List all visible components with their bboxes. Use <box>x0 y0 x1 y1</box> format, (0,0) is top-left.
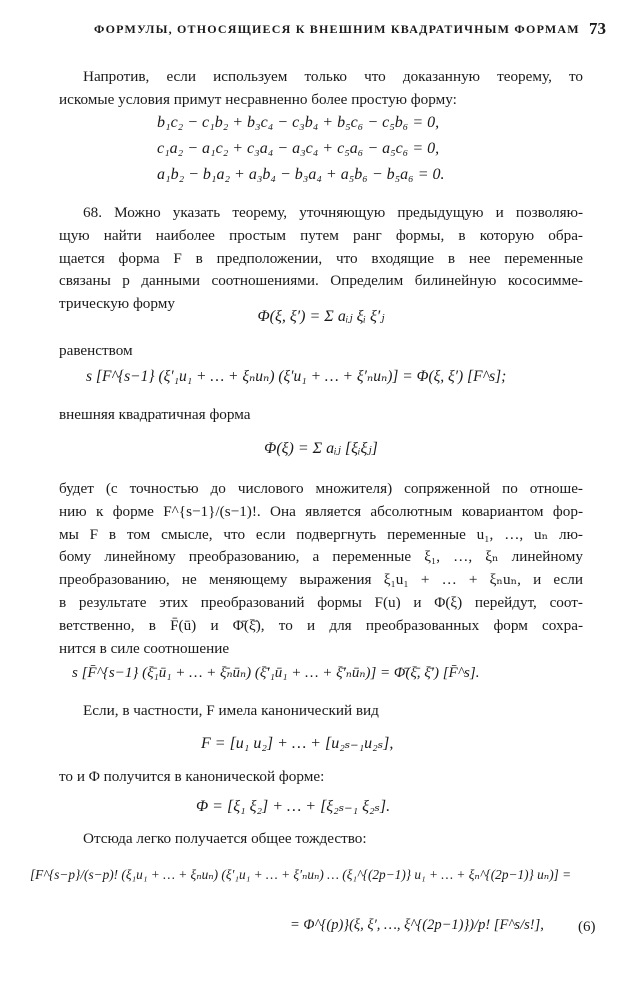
text-line: связаны p данными соотношениями. Определим билинейную кососимме- <box>59 272 583 290</box>
text-line: 68. Можно указать теорему, уточняющую предыдущую и позволяю- <box>83 204 583 221</box>
equation-transformed-relation: s [F̄^{s−1} (ξ̄₁ū₁ + … + ξ̄ₙūₙ) (ξ̄′₁ū₁ + … + ξ̄′ₙūₙ)] = Φ̄(ξ̄, ξ̄′) [F̄^s]. <box>72 665 480 681</box>
equation-number: (6) <box>578 919 596 935</box>
paragraph-canonical-intro <box>59 700 583 723</box>
system-equation-3: a₁b₂ − b₁a₂ + a₃b₄ − b₃a₄ + a₅b₆ − b₅a₆ = 0. <box>157 166 445 183</box>
equation-identity-line-2: = Φ^{(p)}(ξ, ξ′, …, ξ^{(2p−1)})/p! [F^s/s!], <box>290 917 544 933</box>
paragraph-identity-intro <box>59 828 583 851</box>
text-line: трическую форму <box>59 295 175 313</box>
text-line: искомые условия примут несравненно более простую форму: <box>59 90 457 108</box>
text-line: будет (с точностью до числового множителя) сопряженной по отноше- <box>59 480 583 497</box>
text-line: Напротив, если используем только что доказанную теорему, то <box>83 68 583 85</box>
equation-main-relation: s [F^{s−1} (ξ′₁u₁ + … + ξₙuₙ) (ξ′u₁ + … + ξ′ₙuₙ)] = Φ(ξ, ξ′) [F^s]; <box>86 368 507 385</box>
text-line: в результате этих преобразований формы F(u) и Φ(ξ) перейдут, соот- <box>59 593 583 611</box>
paragraph-68 <box>59 202 583 316</box>
text-line: нится в силе соотношение <box>59 639 230 657</box>
text-line: внешняя квадратичная форма <box>59 406 251 423</box>
equation-text: Φ(ξ) = Σ aᵢⱼ [ξᵢξⱼ] <box>264 440 378 457</box>
equation-quadratic-form <box>59 438 583 458</box>
word-equality <box>59 340 583 363</box>
text-line: мы F в том смысле, что если подвергнуть переменные u₁, …, uₙ лю- <box>59 525 583 543</box>
equation-canonical-F: F = [u₁ u₂] + … + [u₂ₛ₋₁u₂ₛ], <box>201 735 394 752</box>
paragraph-1 <box>59 66 583 112</box>
text-line: Если, в частности, F имела канонический вид <box>83 702 379 719</box>
paragraph-covariant <box>59 478 583 660</box>
page-number: 73 <box>589 19 606 38</box>
text-line: равенством <box>59 342 133 359</box>
word-external-form <box>59 404 583 427</box>
running-header: ФОРМУЛЫ, ОТНОСЯЩИЕСЯ К ВНЕШНИМ КВАДРАТИЧНЫМ ФОРМАМ <box>94 22 580 36</box>
text-line: преобразованию, не меняющему выражения ξ₁u₁ + … + ξₙuₙ, и если <box>59 571 583 589</box>
equation-identity-line-1: [F^{s−p}/(s−p)! (ξ₁u₁ + … + ξₙuₙ) (ξ′₁u₁ + … + ξ′ₙuₙ) … (ξ₁^{(2p−1)} u₁ + … + ξₙ^{(2p−1)} uₙ)] = <box>30 867 572 882</box>
system-equation-2: c₁a₂ − a₁c₂ + c₃a₄ − a₃c₄ + c₅a₆ − a₅c₆ = 0, <box>157 140 440 157</box>
text-line: то и Φ получится в канонической форме: <box>59 768 325 785</box>
text-line: нию к форме F^{s−1}/(s−1)!. Она является абсолютным ковариантом фор- <box>59 502 583 520</box>
text-line: щается форма F в предположении, что входящие в нее переменные <box>59 249 583 267</box>
text-line: бому линейному преобразованию, а переменные ξ₁, …, ξₙ линейному <box>59 548 583 566</box>
paragraph-canonical-phi <box>59 766 583 789</box>
system-equation-1: b₁c₂ − c₁b₂ + b₃c₄ − c₃b₄ + b₅c₆ − c₅b₆ = 0, <box>157 114 440 131</box>
text-line: ветственно, в F̄(ū) и Φ̄(ξ̄), то и для преобразованных форм сохра- <box>59 616 583 634</box>
equation-canonical-Phi: Φ = [ξ₁ ξ₂] + … + [ξ₂ₛ₋₁ ξ₂ₛ]. <box>196 798 391 815</box>
text-line: Отсюда легко получается общее тождество: <box>83 830 367 847</box>
text-line: щую найти наиболее простым путем ранг формы, в которую обра- <box>59 226 583 244</box>
equation-text: Φ(ξ, ξ′) = Σ aᵢⱼ ξᵢ ξ′ⱼ <box>257 308 385 325</box>
equation-bilinear-form <box>59 306 583 326</box>
